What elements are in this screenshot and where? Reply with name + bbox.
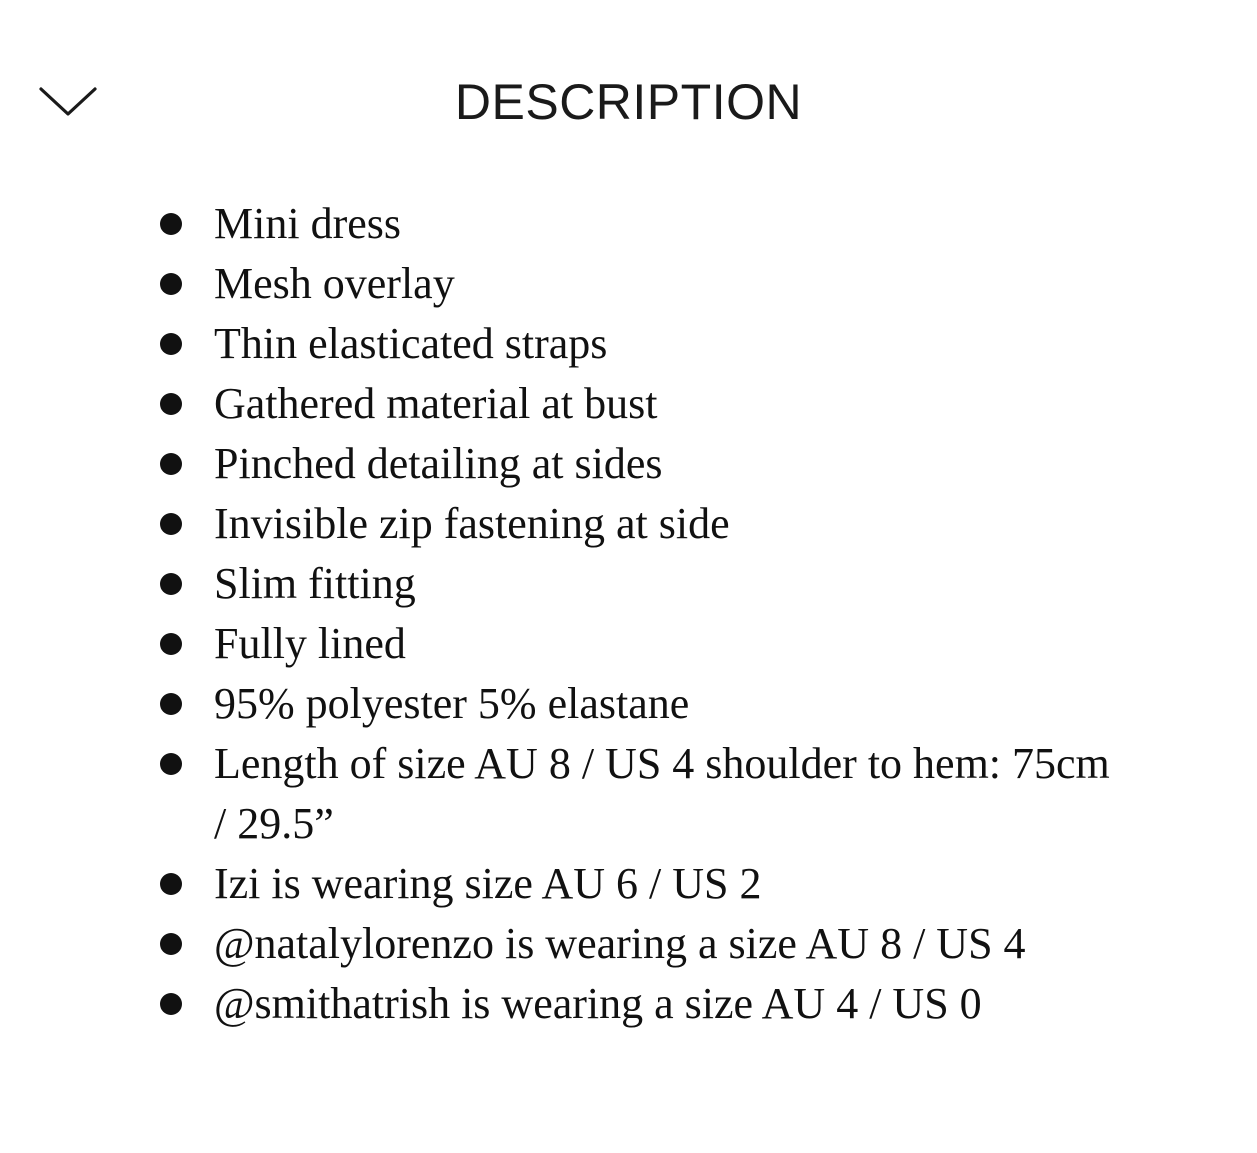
list-item-text: Izi is wearing size AU 6 / US 2 bbox=[214, 859, 762, 908]
list-item-text: 95% polyester 5% elastane bbox=[214, 679, 690, 728]
list-item-text: Invisible zip fastening at side bbox=[214, 499, 730, 548]
bullet-icon bbox=[160, 873, 182, 895]
bullet-icon bbox=[160, 993, 182, 1015]
bullet-icon bbox=[160, 333, 182, 355]
list-item bbox=[160, 254, 1120, 314]
list-item-text: Mini dress bbox=[214, 199, 401, 248]
list-item bbox=[160, 434, 1120, 494]
list-item-text: @smithatrish is wearing a size AU 4 / US 0 bbox=[214, 979, 982, 1028]
list-item bbox=[160, 374, 1120, 434]
list-item-text: Thin elasticated straps bbox=[214, 319, 608, 368]
list-item bbox=[160, 674, 1120, 734]
list-item bbox=[160, 554, 1120, 614]
list-item bbox=[160, 914, 1120, 974]
list-item bbox=[160, 194, 1120, 254]
description-list bbox=[160, 194, 1120, 1034]
list-item-text: Mesh overlay bbox=[214, 259, 455, 308]
bullet-icon bbox=[160, 453, 182, 475]
bullet-icon bbox=[160, 753, 182, 775]
list-item bbox=[160, 314, 1120, 374]
bullet-icon bbox=[160, 633, 182, 655]
section-title[interactable]: DESCRIPTION bbox=[454, 74, 803, 130]
list-item bbox=[160, 854, 1120, 914]
list-item bbox=[160, 974, 1120, 1034]
bullet-icon bbox=[160, 513, 182, 535]
list-item-text: @natalylorenzo is wearing a size AU 8 / US 4 bbox=[214, 919, 1026, 968]
list-item bbox=[160, 614, 1120, 674]
list-item-text: Pinched detailing at sides bbox=[214, 439, 663, 488]
bullet-icon bbox=[160, 693, 182, 715]
list-item bbox=[160, 734, 1120, 854]
bullet-icon bbox=[160, 213, 182, 235]
bullet-icon bbox=[160, 393, 182, 415]
bullet-icon bbox=[160, 573, 182, 595]
bullet-icon bbox=[160, 273, 182, 295]
bullet-icon bbox=[160, 933, 182, 955]
list-item-text: Length of size AU 8 / US 4 shoulder to hem: 75cm / 29.5” bbox=[214, 739, 1110, 848]
list-item bbox=[160, 494, 1120, 554]
list-item-text: Gathered material at bust bbox=[214, 379, 658, 428]
list-item-text: Slim fitting bbox=[214, 559, 416, 608]
list-item-text: Fully lined bbox=[214, 619, 406, 668]
